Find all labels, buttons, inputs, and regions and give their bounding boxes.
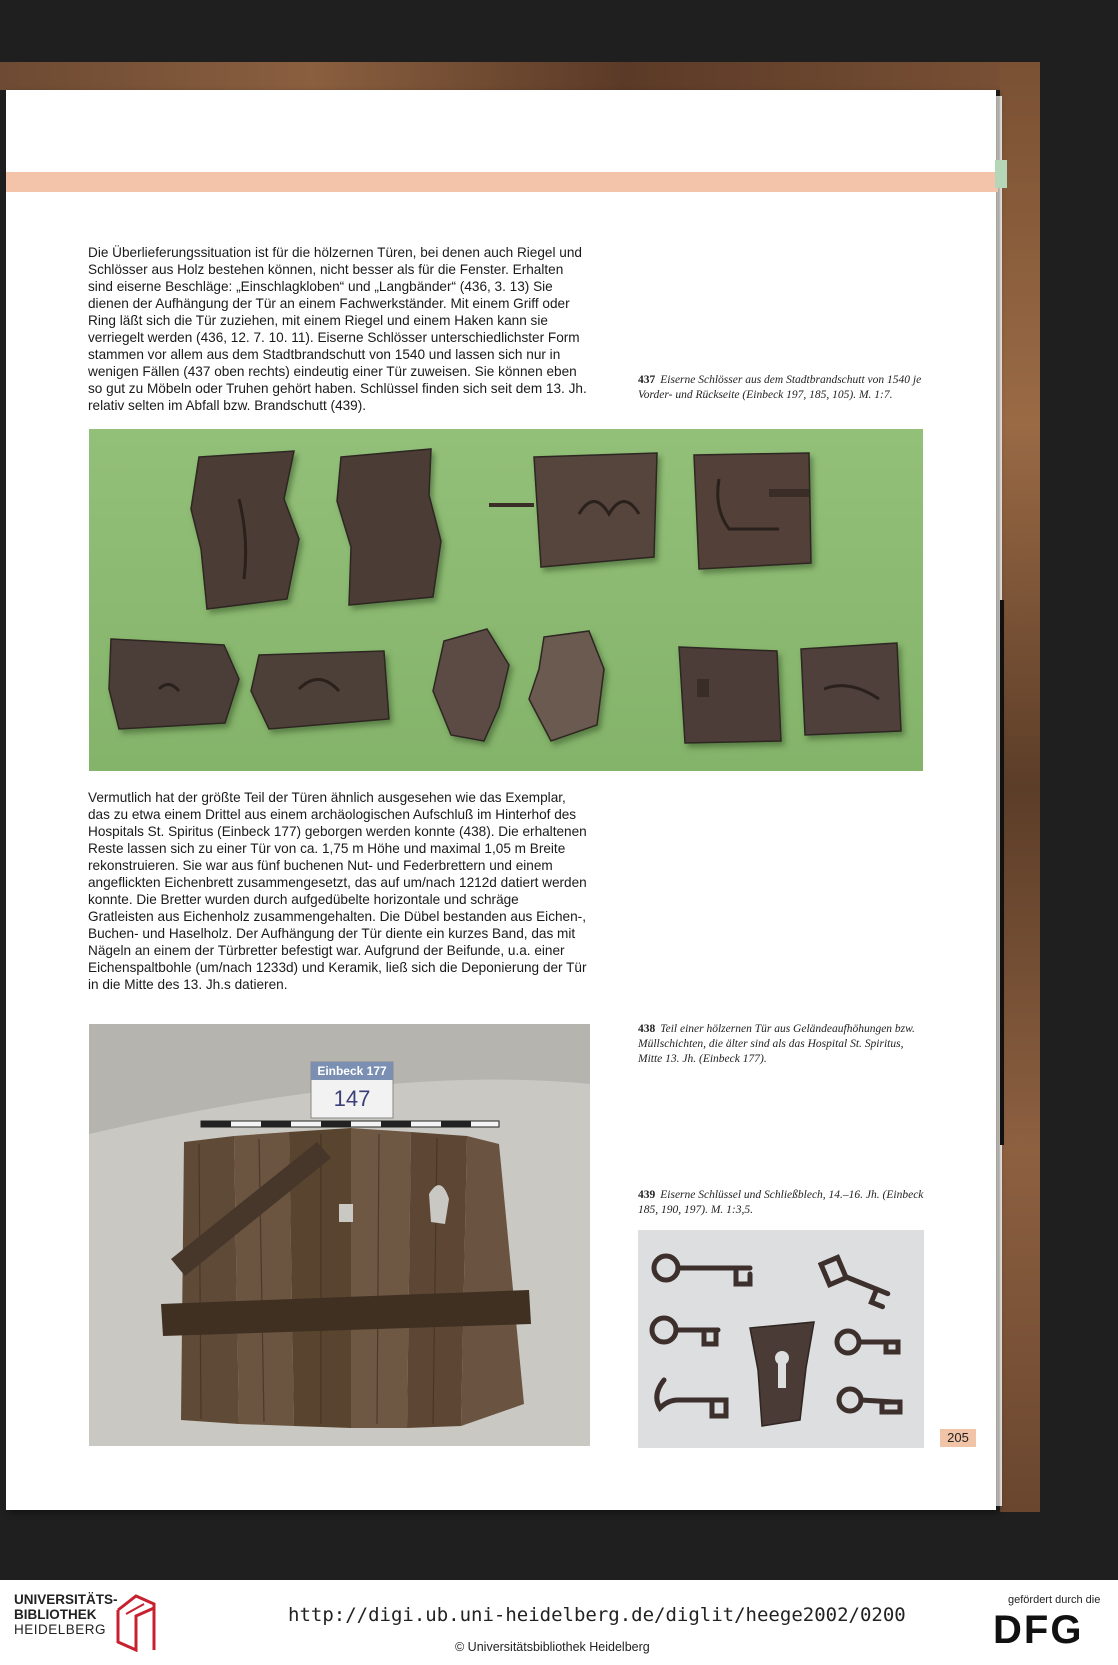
margin-rule xyxy=(1000,600,1004,1145)
caption-text: Eiserne Schlüssel und Schließblech, 14.–16. Jh. (Einbeck 185, 190, 197). M. 1:3,5. xyxy=(638,1189,924,1216)
scale-bar xyxy=(201,1121,499,1127)
header-band-tab xyxy=(995,160,1007,188)
caption-number: 438 xyxy=(638,1023,656,1035)
photo-label-top: Einbeck 177 xyxy=(317,1064,387,1078)
caption-number: 439 xyxy=(638,1189,656,1201)
library-line-1: UNIVERSITÄTS- xyxy=(14,1592,118,1607)
header-band xyxy=(6,172,998,192)
photo-label-bottom: 147 xyxy=(333,1086,371,1111)
library-logo-icon xyxy=(116,1594,156,1652)
figure-437-locks-photo xyxy=(89,429,923,771)
door-boards xyxy=(161,1128,531,1428)
library-line-3: HEIDELBERG xyxy=(14,1622,107,1637)
funding-label: gefördert durch die xyxy=(1008,1594,1101,1606)
caption-439 xyxy=(638,1188,928,1218)
book-cover-right xyxy=(1000,62,1040,1512)
dfg-logo[interactable]: DFG xyxy=(993,1608,1084,1652)
copyright-notice: © Universitätsbibliothek Heidelberg xyxy=(455,1640,650,1654)
book-cover-top xyxy=(0,62,1040,90)
figure-439-keys-photo xyxy=(638,1230,924,1448)
caption-number: 437 xyxy=(638,374,656,386)
figure-438-door-photo xyxy=(89,1024,590,1446)
lock-plate xyxy=(750,1322,814,1426)
caption-438 xyxy=(638,1022,928,1067)
library-line-2: BIBLIOTHEK xyxy=(14,1607,97,1622)
caption-text: Eiserne Schlösser aus dem Stadtbrandschutt von 1540 je Vorder- und Rückseite (Einbeck 197, 185, 105). M. 1:7. xyxy=(638,374,922,401)
paragraph-2: Vermutlich hat der größte Teil der Türen ähnlich ausgesehen wie das Exemplar, das zu etwa einem Drittel aus einem archäologischen Aufschluß im Hinterhof des Hospitals St. Spiritus (Einbeck 177) geborgen werden konnte (438). Die erhaltenen Reste lassen sich zu einer Tür von ca. 1,75 m Höhe und maximal 1,05 m Breite rekonstruieren. Sie war aus fünf buchenen Nut- und Federbrettern und einem angeflickten Eichenbrett zusammengesetzt, das auf um/nach 1212d datiert werden konnte. Die Bretter wurden durch aufgedübelte horizontale und schräge Gratleisten aus Eichenholz zusammengehalten. Die Dübel bestanden aus Eichen-, Buchen- und Haselholz. Der Aufhängung der Tür diente ein kurzes Band, das mit Nägeln an einem der Türbretter befestigt war. Aufgrund der Beifunde, u.a. einer Eichenspaltbohle (um/nach 1233d) und Keramik, ließ sich die Deponierung der Tür in die Mitte des 13. Jh.s datieren. xyxy=(88,790,587,992)
keys-illustration xyxy=(638,1230,924,1448)
permalink-url[interactable]: http://digi.ub.uni-heidelberg.de/diglit/heege2002/0200 xyxy=(288,1604,906,1626)
locks-illustration xyxy=(89,429,923,771)
caption-text: Teil einer hölzernen Tür aus Geländeaufhöhungen bzw. Müllschichten, die älter sind als das Hospital St. Spiritus, Mitte 13. Jh. (Einbeck 177). xyxy=(638,1023,915,1065)
caption-437 xyxy=(638,373,928,403)
paragraph-1: Die Überlieferungssituation ist für die hölzernen Türen, bei denen auch Riegel und Schlösser aus Holz bestehen können, nicht besser als für die Fenster. Erhalten sind eiserne Beschläge: „Einschlagkloben“ und „Langbänder“ (436, 3. 13) Sie dienen der Aufhängung der Tür an einem Fachwerkständer. Mit einem Griff oder Ring läßt sich die Tür zuziehen, mit einem Riegel und einem Haken kann sie verriegelt werden (436, 12. 7. 10. 11). Eiserne Schlösser unterschiedlichster Form stammen vor allem aus dem Stadtbrandschutt von 1540 und lassen sich nur in wenigen Fällen (437 oben rechts) eindeutig einer Tür zuweisen. Sie können eben so gut zu Möbeln oder Truhen gehört haben. Schlüssel finden sich seit dem 13. Jh. relativ selten im Abfall bzw. Brandschutt (439). xyxy=(88,245,587,413)
page-number: 205 xyxy=(940,1429,976,1447)
library-logo-text[interactable] xyxy=(14,1592,118,1637)
